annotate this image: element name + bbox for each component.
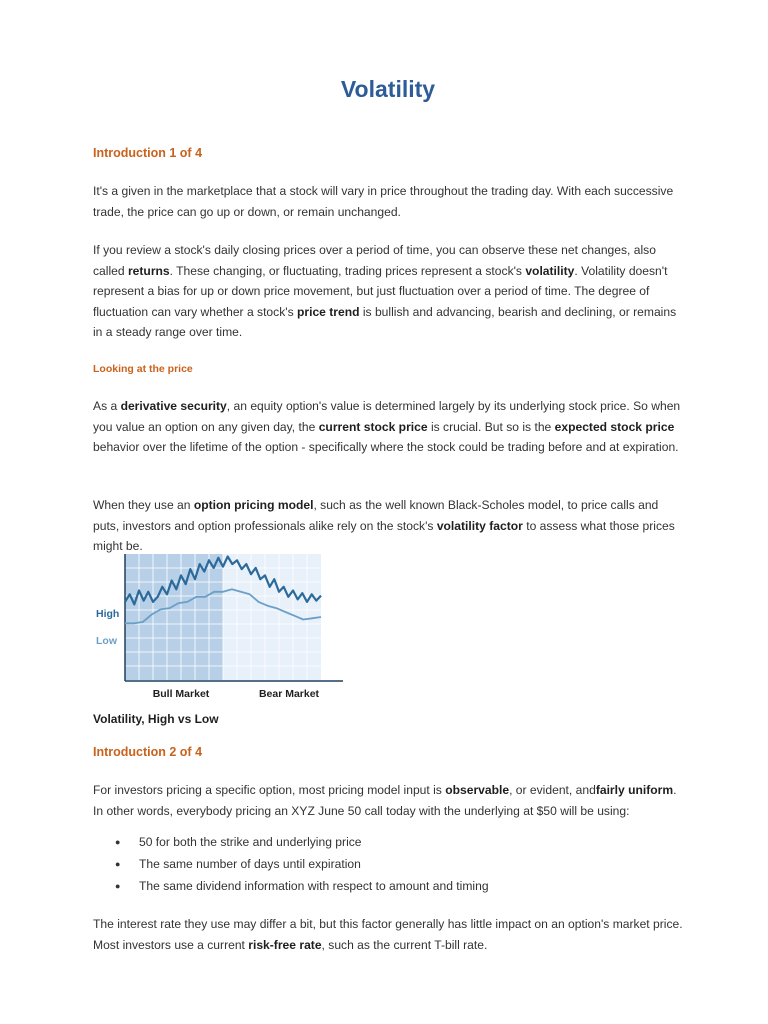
legend-high: High xyxy=(96,608,120,620)
text-run: , an equity option's value is determined largely by its underlying stock price. So when you value an option on any given day, the xyxy=(93,399,681,434)
bullet-list xyxy=(93,832,683,898)
paragraph-looking-1 xyxy=(93,396,683,458)
paragraph-intro-1a: It's a given in the marketplace that a stock will vary in price throughout the trading day. With each successive trade, the price can go up or down, or remain unchanged. xyxy=(93,184,674,219)
bear-market-region xyxy=(223,554,321,680)
bullet-icon: ● xyxy=(115,881,121,891)
term-expected-stock-price: expected stock price xyxy=(554,419,675,434)
paragraph-intro-1b xyxy=(93,240,683,343)
x-region-label-bull: Bull Market xyxy=(152,688,210,700)
text-run: . In other words, everybody pricing an XYZ June 50 call today with the underlying at $50 will be using: xyxy=(93,783,677,818)
term-risk-free-rate: risk-free rate xyxy=(248,937,322,952)
text-run: When they use an xyxy=(93,498,194,512)
text-run: If you review a stock's daily closing prices over a period of time, you can observe these net changes, also called xyxy=(93,243,656,278)
page-title: Volatility xyxy=(340,76,436,102)
term-fairly-uniform: fairly uniform xyxy=(595,783,674,797)
text-run: . These changing, or fluctuating, trading prices represent a stock's xyxy=(169,263,526,278)
paragraph-intro-2b xyxy=(93,914,683,955)
term-derivative-security: derivative security xyxy=(120,399,227,413)
term-observable: observable xyxy=(445,783,510,797)
text-run: For investors pricing a specific option, most pricing model input is xyxy=(93,783,446,797)
text-run: , such as the well known Black-Scholes model, to price calls and puts, investors and option professionals alike rely on the stock's xyxy=(93,498,659,533)
section-heading-intro-1: Introduction 1 of 4 xyxy=(93,146,203,160)
text-run: is crucial. But so is the xyxy=(427,419,555,434)
bullet-icon: ● xyxy=(115,837,121,847)
paragraph-intro-2a xyxy=(93,780,683,821)
bull-market-region xyxy=(125,554,223,680)
term-returns: returns xyxy=(127,263,170,278)
section-heading-intro-2: Introduction 2 of 4 xyxy=(93,745,203,759)
list-item xyxy=(93,876,683,898)
text-run: The interest rate they use may differ a bit, but this factor generally has little impact on an option's market price. Most investors use a current xyxy=(93,917,683,952)
x-region-label-bear: Bear Market xyxy=(258,688,320,700)
text-run: , such as the current T-bill rate. xyxy=(321,937,488,952)
volatility-chart xyxy=(93,548,353,708)
list-item xyxy=(93,854,683,876)
term-volatility-factor: volatility factor xyxy=(436,518,523,533)
list-item-text: The same dividend information with respect to amount and timing xyxy=(139,879,489,893)
list-item xyxy=(93,832,683,854)
text-run: , or evident, and xyxy=(509,783,596,797)
text-run: . Volatility doesn't represent a bias for up or down price movement, but just fluctuation over a period of time. The degree of fluctuation can vary whether a stock's xyxy=(93,263,668,319)
subheading-looking-at-price: Looking at the price xyxy=(93,363,193,375)
list-item-text: The same number of days until expiration xyxy=(139,857,361,871)
text-run: to assess what those prices might be. xyxy=(93,518,675,554)
term-option-pricing-model: option pricing model xyxy=(193,498,314,512)
term-current-stock-price: current stock price xyxy=(318,419,428,434)
list-item-text: 50 for both the strike and underlying price xyxy=(139,835,362,849)
legend-low: Low xyxy=(96,635,117,647)
term-price-trend: price trend xyxy=(296,304,360,319)
text-run: behavior over the lifetime of the option - specifically where the stock could be trading before and at expiration. xyxy=(93,440,679,455)
text-run: As a xyxy=(93,399,121,413)
text-run: is bullish and advancing, bearish and declining, or remains in a steady range over time. xyxy=(93,304,677,340)
bullet-icon: ● xyxy=(115,859,121,869)
chart-caption: Volatility, High vs Low xyxy=(93,712,219,726)
term-volatility: volatility xyxy=(525,263,575,278)
